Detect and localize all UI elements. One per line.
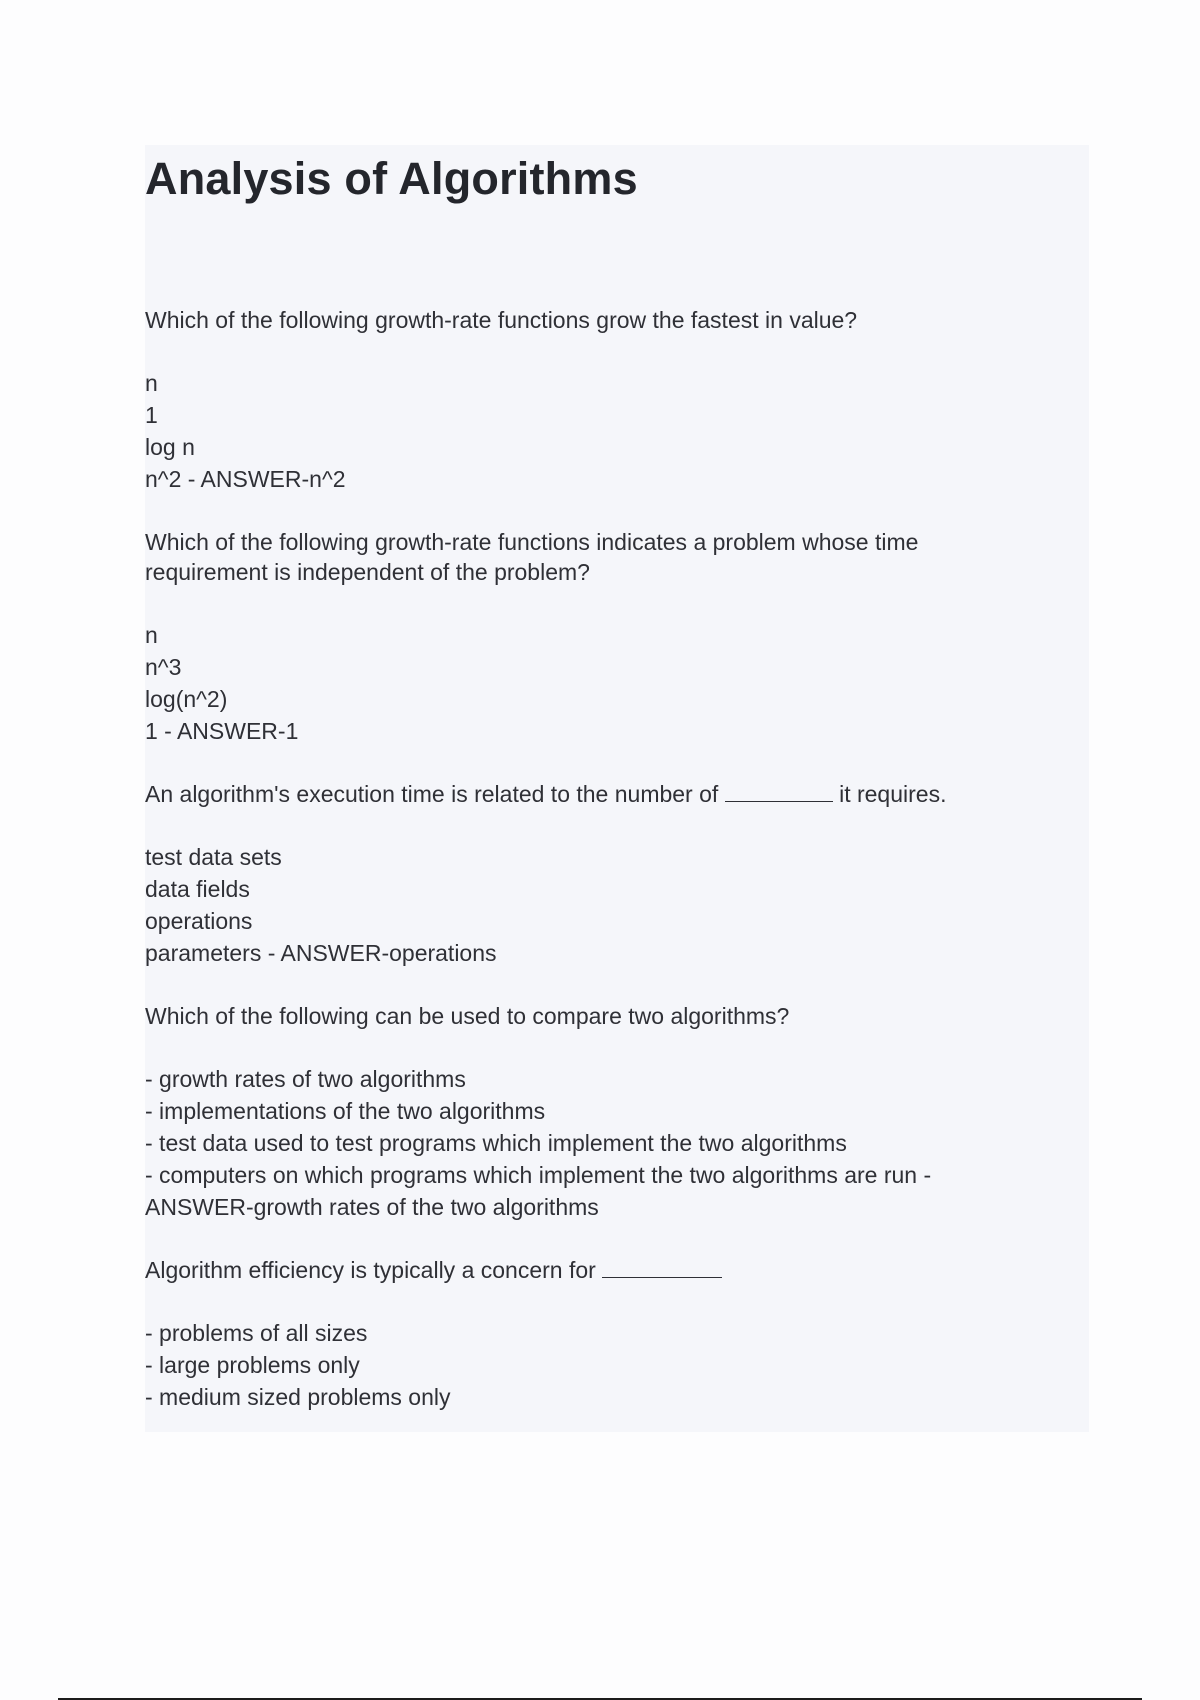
answer-options — [145, 1063, 975, 1223]
question-block-4 — [145, 1001, 1089, 1223]
fill-in-blank — [725, 781, 833, 802]
option-item: n^3 — [145, 654, 182, 680]
question-block-1 — [145, 305, 1089, 495]
option-item: n — [145, 370, 158, 396]
option-item: - large problems only — [145, 1352, 360, 1378]
option-item: data fields — [145, 876, 250, 902]
question-block-3 — [145, 779, 1089, 969]
question-prompt-end: it requires. — [839, 781, 947, 807]
option-item: - growth rates of two algorithms — [145, 1066, 466, 1092]
document-page-content — [145, 145, 1089, 1432]
option-item: log(n^2) — [145, 686, 228, 712]
answer-options — [145, 367, 1089, 495]
option-item: n — [145, 622, 158, 648]
option-item: parameters - ANSWER-operations — [145, 940, 497, 966]
option-item: - problems of all sizes — [145, 1320, 368, 1346]
question-prompt-start: Algorithm efficiency is typically a concern for — [145, 1257, 596, 1283]
option-item: n^2 - ANSWER-n^2 — [145, 466, 346, 492]
option-item: test data sets — [145, 844, 282, 870]
answer-options — [145, 841, 1089, 969]
option-item: 1 — [145, 402, 158, 428]
question-prompt — [145, 1255, 1089, 1285]
option-item: 1 - ANSWER-1 — [145, 718, 299, 744]
document-title: Analysis of Algorithms — [145, 153, 638, 204]
option-item: - implementations of the two algorithms — [145, 1098, 546, 1124]
question-prompt: Which of the following growth-rate functions indicates a problem whose time requirement is independent of the problem? — [145, 529, 919, 585]
option-item: log n — [145, 434, 195, 460]
option-item: - test data used to test programs which implement the two algorithms — [145, 1130, 847, 1156]
fill-in-blank — [602, 1257, 722, 1278]
option-item: - medium sized problems only — [145, 1384, 451, 1410]
question-prompt — [145, 779, 1089, 809]
question-prompt: Which of the following growth-rate functions grow the fastest in value? — [145, 307, 858, 333]
question-prompt-start: An algorithm's execution time is related to the number of — [145, 781, 719, 807]
option-item: - computers on which programs which implement the two algorithms are run - ANSWER-growth rates of the two algorithms — [145, 1162, 932, 1220]
question-block-5 — [145, 1255, 1089, 1413]
option-item: operations — [145, 908, 253, 934]
question-prompt: Which of the following can be used to compare two algorithms? — [145, 1003, 790, 1029]
answer-options — [145, 1317, 1089, 1413]
answer-options — [145, 619, 1089, 747]
question-list — [145, 305, 1089, 1413]
question-block-2 — [145, 527, 1089, 747]
